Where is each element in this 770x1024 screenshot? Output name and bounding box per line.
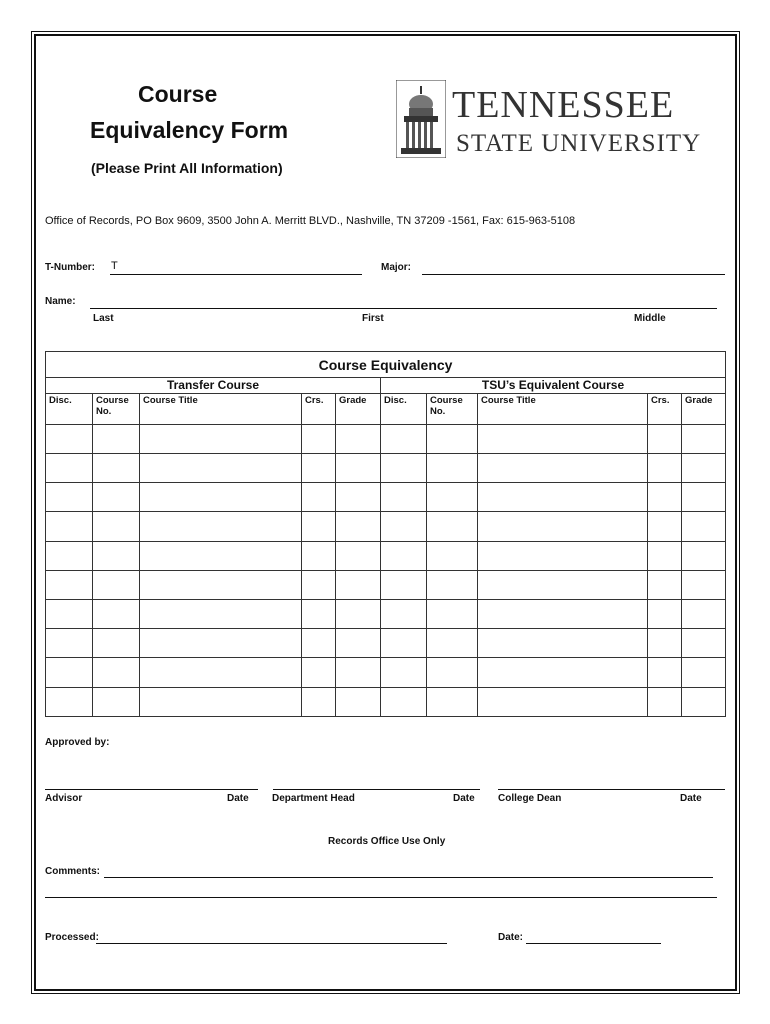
records-office-heading: Records Office Use Only	[328, 836, 446, 847]
table-cell-input[interactable]	[381, 570, 427, 599]
table-cell-input[interactable]	[46, 570, 93, 599]
table-cell-input[interactable]	[682, 570, 726, 599]
table-cell-input[interactable]	[46, 424, 93, 453]
table-row	[46, 687, 726, 716]
major-label: Major:	[381, 262, 411, 273]
column-header: Crs.	[302, 394, 336, 424]
table-cell-input[interactable]	[427, 424, 478, 453]
table-cell-input[interactable]	[336, 658, 381, 687]
table-cell-input[interactable]	[302, 453, 336, 482]
records-date-field[interactable]	[526, 943, 661, 944]
comments-field-line1[interactable]	[104, 877, 713, 878]
name-last-caption: Last	[93, 313, 114, 324]
table-cell-input[interactable]	[302, 541, 336, 570]
table-cell-input[interactable]	[140, 541, 302, 570]
table-cell-input[interactable]	[93, 424, 140, 453]
table-cell-input[interactable]	[648, 658, 682, 687]
table-cell-input[interactable]	[140, 424, 302, 453]
course-equivalency-table	[45, 351, 726, 717]
table-cell-input[interactable]	[302, 629, 336, 658]
table-cell-input[interactable]	[336, 629, 381, 658]
table-cell-input[interactable]	[427, 541, 478, 570]
advisor-date-caption: Date	[227, 793, 249, 804]
table-row	[46, 629, 726, 658]
table-cell-input[interactable]	[682, 687, 726, 716]
table-row	[46, 483, 726, 512]
table-cell-input[interactable]	[427, 600, 478, 629]
table-cell-input[interactable]	[336, 600, 381, 629]
table-cell-input[interactable]	[648, 424, 682, 453]
table-cell-input[interactable]	[648, 570, 682, 599]
table-cell-input[interactable]	[478, 570, 648, 599]
table-cell-input[interactable]	[381, 424, 427, 453]
table-cell-input[interactable]	[427, 483, 478, 512]
table-cell-input[interactable]	[381, 629, 427, 658]
table-cell-input[interactable]	[93, 570, 140, 599]
name-label: Name:	[45, 296, 76, 307]
table-cell-input[interactable]	[140, 453, 302, 482]
table-row	[46, 541, 726, 570]
table-row	[46, 600, 726, 629]
tnumber-field[interactable]	[110, 274, 362, 275]
college-dean-caption: College Dean	[498, 793, 562, 804]
processed-field[interactable]	[96, 943, 447, 944]
table-cell-input[interactable]	[427, 512, 478, 541]
tsu-equivalent-heading: TSU’s Equivalent Course	[381, 378, 726, 394]
table-cell-input[interactable]	[478, 629, 648, 658]
capitol-building-icon	[396, 80, 446, 158]
table-row	[46, 512, 726, 541]
name-middle-caption: Middle	[634, 313, 666, 324]
table-cell-input[interactable]	[336, 541, 381, 570]
table-title: Course Equivalency	[46, 352, 726, 378]
logo-text-state-university: STATE UNIVERSITY	[456, 130, 702, 157]
table-cell-input[interactable]	[93, 512, 140, 541]
table-cell-input[interactable]	[427, 629, 478, 658]
table-cell-input[interactable]	[93, 687, 140, 716]
tnumber-value: T	[111, 260, 118, 272]
table-cell-input[interactable]	[93, 541, 140, 570]
table-cell-input[interactable]	[93, 629, 140, 658]
department-head-caption: Department Head	[272, 793, 355, 804]
table-row	[46, 453, 726, 482]
name-field[interactable]	[90, 308, 717, 309]
table-cell-input[interactable]	[93, 453, 140, 482]
table-cell-input[interactable]	[140, 570, 302, 599]
table-cell-input[interactable]	[302, 658, 336, 687]
column-header: Course No.	[427, 394, 478, 424]
table-cell-input[interactable]	[46, 483, 93, 512]
table-cell-input[interactable]	[648, 600, 682, 629]
table-cell-input[interactable]	[682, 541, 726, 570]
table-cell-input[interactable]	[427, 658, 478, 687]
table-cell-input[interactable]	[381, 541, 427, 570]
table-cell-input[interactable]	[302, 483, 336, 512]
table-cell-input[interactable]	[140, 483, 302, 512]
table-cell-input[interactable]	[478, 512, 648, 541]
table-cell-input[interactable]	[336, 687, 381, 716]
table-cell-input[interactable]	[682, 453, 726, 482]
table-cell-input[interactable]	[478, 453, 648, 482]
table-cell-input[interactable]	[648, 512, 682, 541]
column-header: Disc.	[381, 394, 427, 424]
table-cell-input[interactable]	[302, 570, 336, 599]
name-first-caption: First	[362, 313, 384, 324]
table-cell-input[interactable]	[140, 658, 302, 687]
table-cell-input[interactable]	[93, 658, 140, 687]
column-header: Grade	[682, 394, 726, 424]
table-cell-input[interactable]	[648, 629, 682, 658]
table-cell-input[interactable]	[682, 600, 726, 629]
table-cell-input[interactable]	[682, 483, 726, 512]
comments-field-line2[interactable]	[45, 897, 717, 898]
table-cell-input[interactable]	[682, 424, 726, 453]
table-cell-input[interactable]	[46, 629, 93, 658]
approved-by-label: Approved by:	[45, 737, 110, 748]
table-cell-input[interactable]	[478, 483, 648, 512]
table-cell-input[interactable]	[682, 512, 726, 541]
table-cell-input[interactable]	[648, 483, 682, 512]
table-cell-input[interactable]	[336, 424, 381, 453]
form-subtitle: (Please Print All Information)	[91, 160, 283, 176]
form-title-line2: Equivalency Form	[90, 117, 289, 143]
processed-label: Processed:	[45, 932, 99, 943]
column-header: Grade	[336, 394, 381, 424]
major-field[interactable]	[422, 274, 725, 275]
table-cell-input[interactable]	[93, 483, 140, 512]
table-cell-input[interactable]	[427, 570, 478, 599]
table-cell-input[interactable]	[140, 512, 302, 541]
table-row	[46, 424, 726, 453]
table-cell-input[interactable]	[381, 600, 427, 629]
table-cell-input[interactable]	[46, 541, 93, 570]
column-header: Disc.	[46, 394, 93, 424]
table-cell-input[interactable]	[648, 541, 682, 570]
table-cell-input[interactable]	[336, 512, 381, 541]
table-cell-input[interactable]	[302, 512, 336, 541]
table-cell-input[interactable]	[302, 600, 336, 629]
table-cell-input[interactable]	[381, 658, 427, 687]
table-cell-input[interactable]	[46, 687, 93, 716]
table-cell-input[interactable]	[478, 541, 648, 570]
advisor-signature-line[interactable]	[45, 789, 258, 790]
table-cell-input[interactable]	[140, 687, 302, 716]
comments-label: Comments:	[45, 866, 101, 877]
table-cell-input[interactable]	[682, 629, 726, 658]
table-cell-input[interactable]	[46, 453, 93, 482]
department-head-date-caption: Date	[453, 793, 475, 804]
department-head-signature-line[interactable]	[273, 789, 480, 790]
records-date-label: Date:	[498, 932, 524, 943]
table-cell-input[interactable]	[46, 512, 93, 541]
table-cell-input[interactable]	[478, 687, 648, 716]
table-cell-input[interactable]	[302, 687, 336, 716]
column-header: Crs.	[648, 394, 682, 424]
transfer-course-heading: Transfer Course	[46, 378, 381, 394]
table-cell-input[interactable]	[648, 453, 682, 482]
tnumber-label: T-Number:	[45, 262, 95, 273]
table-cell-input[interactable]	[478, 658, 648, 687]
table-row	[46, 658, 726, 687]
advisor-caption: Advisor	[45, 793, 83, 804]
table-cell-input[interactable]	[427, 453, 478, 482]
table-cell-input[interactable]	[381, 687, 427, 716]
table-cell-input[interactable]	[336, 483, 381, 512]
table-cell-input[interactable]	[381, 512, 427, 541]
table-cell-input[interactable]	[648, 687, 682, 716]
table-cell-input[interactable]	[336, 453, 381, 482]
college-dean-signature-line[interactable]	[498, 789, 725, 790]
table-cell-input[interactable]	[140, 600, 302, 629]
college-dean-date-caption: Date	[680, 793, 702, 804]
table-cell-input[interactable]	[478, 424, 648, 453]
table-cell-input[interactable]	[381, 483, 427, 512]
table-row	[46, 570, 726, 599]
table-cell-input[interactable]	[478, 600, 648, 629]
column-header: Course No.	[93, 394, 140, 424]
table-cell-input[interactable]	[46, 600, 93, 629]
table-cell-input[interactable]	[46, 658, 93, 687]
form-title-line1: Course	[138, 81, 218, 107]
table-cell-input[interactable]	[302, 424, 336, 453]
table-cell-input[interactable]	[427, 687, 478, 716]
column-header: Course Title	[478, 394, 648, 424]
logo-text-tennessee: TENNESSEE	[452, 84, 675, 126]
table-cell-input[interactable]	[140, 629, 302, 658]
table-cell-input[interactable]	[336, 570, 381, 599]
table-cell-input[interactable]	[381, 453, 427, 482]
office-address: Office of Records, PO Box 9609, 3500 John A. Merritt BLVD., Nashville, TN 37209 -1561, Fax: 615-963-5108	[45, 215, 576, 227]
table-cell-input[interactable]	[682, 658, 726, 687]
column-header: Course Title	[140, 394, 302, 424]
table-cell-input[interactable]	[93, 600, 140, 629]
